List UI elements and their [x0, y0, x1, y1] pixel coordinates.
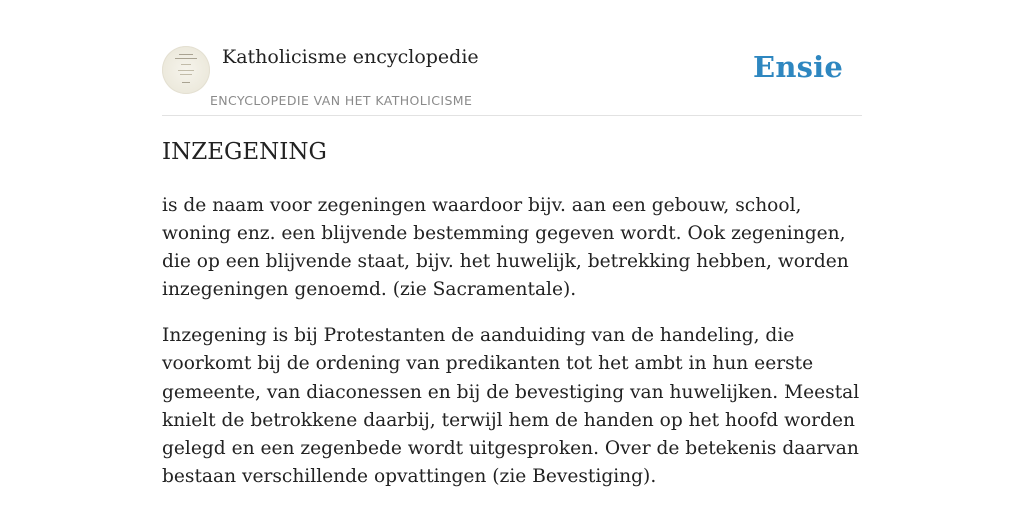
page-container	[162, 0, 862, 512]
site-header	[162, 0, 862, 116]
entry-body	[162, 192, 862, 509]
entry-paragraph-1: is de naam voor zegeningen waardoor bijv. aan een gebouw, school, woning enz. een blijvende bestemming gegeven wordt. Ook zegeningen, die op een blijvende staat, bijv. het huwelijk, betrekking hebben, worden inzegeningen genoemd. (zie Sacramentale).	[162, 195, 849, 301]
book-cover-image[interactable]	[162, 46, 210, 94]
brand-logo-link[interactable]: Ensie	[753, 50, 843, 84]
site-subtitle: ENCYCLOPEDIE VAN HET KATHOLICISME	[210, 93, 473, 108]
entry-paragraph-2: Inzegening is bij Protestanten de aanduiding van de handeling, die voorkomt bij de ordening van predikanten tot het ambt in hun eerste gemeente, van diaconessen en bij de bevestiging van huwelijken. Meestal knielt de betrokkene daarbij, terwijl hem de handen op het hoofd worden gelegd en een zegenbede wordt uitgesproken. Over de betekenis daarvan bestaan verschillende opvattingen (zie Bevestiging).	[162, 325, 860, 487]
entry-title: INZEGENING	[162, 139, 327, 165]
site-title[interactable]: Katholicisme encyclopedie	[222, 46, 479, 68]
